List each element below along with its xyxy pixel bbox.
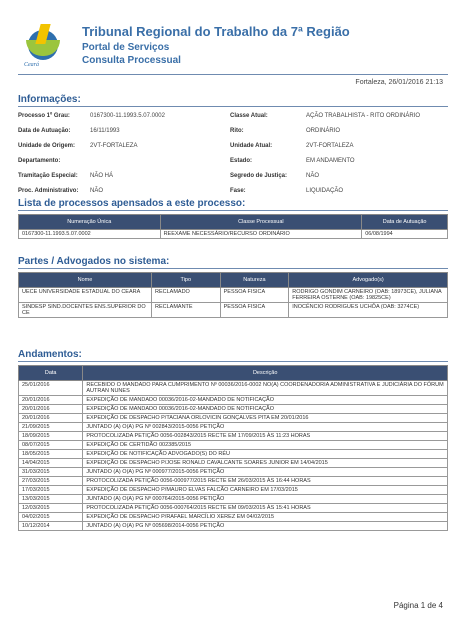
table-cell: RECLAMADO: [151, 288, 220, 303]
info-row: [18, 123, 448, 138]
column-header: Advogado(s): [289, 273, 448, 288]
info-row: [18, 153, 448, 168]
table-row: [19, 459, 448, 468]
table-cell: RECLAMANTE: [151, 303, 220, 318]
info-value: 0167300-11.1993.5.07.0002: [90, 112, 165, 119]
table-row: [19, 432, 448, 441]
table-row: [19, 441, 448, 450]
table-cell: EXPEDIÇÃO DE DESPACHO P/JOSE RONALD CAVALCANTE SOARES JUNIOR EM 14/04/2015: [83, 459, 448, 468]
info-value: NÃO HÁ: [90, 172, 114, 179]
info-label: Processo 1º Grau:: [18, 112, 70, 119]
table-cell: 27/03/2015: [19, 477, 83, 486]
table-row: [19, 303, 448, 318]
table-row: [19, 468, 448, 477]
table-cell: 10/12/2014: [19, 522, 83, 531]
logo-text: Ceará: [24, 62, 39, 68]
info-value: 2VT-FORTALEZA: [306, 142, 354, 149]
table-cell: 20/01/2016: [19, 405, 83, 414]
table-row: [19, 513, 448, 522]
page-number: Página 1 de 4: [393, 601, 443, 610]
table-cell: PROTOCOLIZADA PETIÇÃO 0056-000977/2015 RECTE EM 26/03/2015 ÀS 16:44 HORAS: [83, 477, 448, 486]
column-header: Classe Processual: [160, 215, 362, 230]
table-cell: RODRIGO GONDIM CARNEIRO (OAB: 18973CE), JULIANA FERREIRA OSTERNE (OAB: 19825CE): [289, 288, 448, 303]
table-row: [19, 381, 448, 396]
table-cell: 06/08/1994: [362, 230, 448, 239]
table-row: [19, 423, 448, 432]
table-cell: 31/03/2015: [19, 468, 83, 477]
table-row: [19, 522, 448, 531]
table-cell: SINDESP SIND.DOCENTES ENS.SUPERIOR DO CE: [19, 303, 152, 318]
column-header: Natureza: [220, 273, 289, 288]
consulta-title: Consulta Processual: [82, 55, 181, 66]
header-divider: [18, 74, 448, 75]
table-cell: 20/01/2016: [19, 396, 83, 405]
info-value: EM ANDAMENTO: [306, 157, 355, 164]
table-header-row: [19, 273, 448, 288]
info-label: Rito:: [230, 127, 244, 134]
table-cell: PESSOA FISICA: [220, 288, 289, 303]
apensados-table: [18, 214, 448, 239]
info-label: Unidade de Origem:: [18, 142, 76, 149]
info-value: AÇÃO TRABALHISTA - RITO ORDINÁRIO: [306, 112, 421, 119]
info-grid: [18, 108, 448, 198]
header: [18, 22, 448, 77]
column-header: Numeração Única: [19, 215, 161, 230]
column-header: Nome: [19, 273, 152, 288]
table-cell: 21/09/2015: [19, 423, 83, 432]
table-row: [19, 414, 448, 423]
info-label: Estado:: [230, 157, 253, 164]
partes-divider: [18, 268, 448, 269]
table-cell: 14/04/2015: [19, 459, 83, 468]
apensados-divider: [18, 210, 448, 211]
table-cell: EXPEDIÇÃO DE MANDADO 00036/2016-02-MANDADO DE NOTIFICAÇÃO: [83, 405, 448, 414]
info-label: Tramitação Especial:: [18, 172, 78, 179]
info-row: [18, 138, 448, 153]
andamentos-title: Andamentos:: [18, 349, 82, 360]
table-cell: EXPEDIÇÃO DE MANDADO 00036/2016-02-MANDADO DE NOTIFICAÇÃO: [83, 396, 448, 405]
table-row: [19, 486, 448, 495]
table-cell: 20/01/2016: [19, 414, 83, 423]
table-row: [19, 477, 448, 486]
info-value: NÃO: [90, 187, 104, 194]
print-date: Fortaleza, 26/01/2016 21:13: [355, 79, 443, 86]
trt-logo: [18, 22, 68, 72]
partes-table: [18, 272, 448, 318]
table-cell: JUNTADO (A) O(A) PG Nº 002843/2015-0056 PETIÇÃO: [83, 423, 448, 432]
info-value: ORDINÁRIO: [306, 127, 341, 134]
table-cell: EXPEDIÇÃO DE DESPACHO P/MAURO ELVAS FALCÃO CARNEIRO EM 17/03/2015: [83, 486, 448, 495]
partes-title: Partes / Advogados no sistema:: [18, 256, 170, 267]
table-row: [19, 450, 448, 459]
table-cell: PESSOA FISICA: [220, 303, 289, 318]
table-cell: REEXAME NECESSÁRIO/RECURSO ORDINÁRIO: [160, 230, 362, 239]
info-title: Informações:: [18, 94, 81, 105]
table-cell: 17/03/2015: [19, 486, 83, 495]
table-cell: EXPEDIÇÃO DE NOTIFICAÇÃO ADVOGADO(S) DO RÉU: [83, 450, 448, 459]
andamentos-table: [18, 365, 448, 531]
table-row: [19, 288, 448, 303]
table-cell: 0167300-11.1993.5.07.0002: [19, 230, 161, 239]
info-label: Segredo de Justiça:: [230, 172, 288, 179]
table-cell: 18/05/2015: [19, 450, 83, 459]
info-row: [18, 108, 448, 123]
table-row: [19, 230, 448, 239]
table-cell: JUNTADO (A) O(A) PG Nº 000764/2015-0056 PETIÇÃO: [83, 495, 448, 504]
table-row: [19, 504, 448, 513]
info-value: LIQUIDAÇÃO: [306, 187, 344, 194]
column-header: Data de Autuação: [362, 215, 448, 230]
info-label: Proc. Administrativo:: [18, 187, 79, 194]
table-row: [19, 396, 448, 405]
info-label: Classe Atual:: [230, 112, 268, 119]
table-cell: 18/09/2015: [19, 432, 83, 441]
table-cell: EXPEDIÇÃO DE CERTIDÃO 002385/2015: [83, 441, 448, 450]
table-header-row: [19, 215, 448, 230]
info-label: Unidade Atual:: [230, 142, 273, 149]
table-cell: EXPEDIÇÃO DE DESPACHO P/RAFAEL MARCÍLIO XEREZ EM 04/02/2015: [83, 513, 448, 522]
info-value: 2VT-FORTALEZA: [90, 142, 138, 149]
table-cell: JUNTADO (A) O(A) PG Nº 000977/2015-0056 PETIÇÃO: [83, 468, 448, 477]
table-cell: UECE UNIVERSIDADE ESTADUAL DO CEARA: [19, 288, 152, 303]
apensados-title: Lista de processos apensados a este processo:: [18, 198, 246, 209]
info-row: [18, 183, 448, 198]
table-cell: PROTOCOLIZADA PETIÇÃO 0056-000764/2015 RECTE EM 09/03/2015 ÀS 15:41 HORAS: [83, 504, 448, 513]
table-cell: 04/02/2015: [19, 513, 83, 522]
table-row: [19, 495, 448, 504]
table-header-row: [19, 366, 448, 381]
table-cell: INOCÊNCIO RODRIGUES UCHÔA (OAB: 3274CE): [289, 303, 448, 318]
andamentos-divider: [18, 361, 448, 362]
org-title: Tribunal Regional do Trabalho da 7ª Região: [82, 24, 350, 39]
table-cell: RECEBIDO O MANDADO PARA CUMPRIMENTO Nº 00036/2016-0002 NO(A) COORDENADORIA ADMINISTRATIVA E JUDICIÁRIA DO FÓRUM AUTRAN NUNES: [83, 381, 448, 396]
info-label: Fase:: [230, 187, 246, 194]
info-label: Data de Autuação:: [18, 127, 71, 134]
table-cell: EXPEDIÇÃO DE DESPACHO P/TACIANA ORLOVICIN GONÇALVES PITA EM 20/01/2016: [83, 414, 448, 423]
table-cell: 12/03/2015: [19, 504, 83, 513]
table-cell: PROTOCOLIZADA PETIÇÃO 0056-002843/2015 RECTE EM 17/09/2015 ÀS 11:23 HORAS: [83, 432, 448, 441]
info-divider: [18, 106, 448, 107]
table-cell: 08/07/2015: [19, 441, 83, 450]
column-header: Tipo: [151, 273, 220, 288]
info-row: [18, 168, 448, 183]
info-value: 16/11/1993: [90, 127, 120, 134]
table-row: [19, 405, 448, 414]
table-cell: 13/03/2015: [19, 495, 83, 504]
table-cell: 25/01/2016: [19, 381, 83, 396]
portal-title: Portal de Serviços: [82, 42, 170, 53]
info-value: NÃO: [306, 172, 320, 179]
info-label: Departamento:: [18, 157, 61, 164]
table-cell: JUNTADO (A) O(A) PG Nº 005698/2014-0056 PETIÇÃO: [83, 522, 448, 531]
column-header: Descrição: [83, 366, 448, 381]
column-header: Data: [19, 366, 83, 381]
